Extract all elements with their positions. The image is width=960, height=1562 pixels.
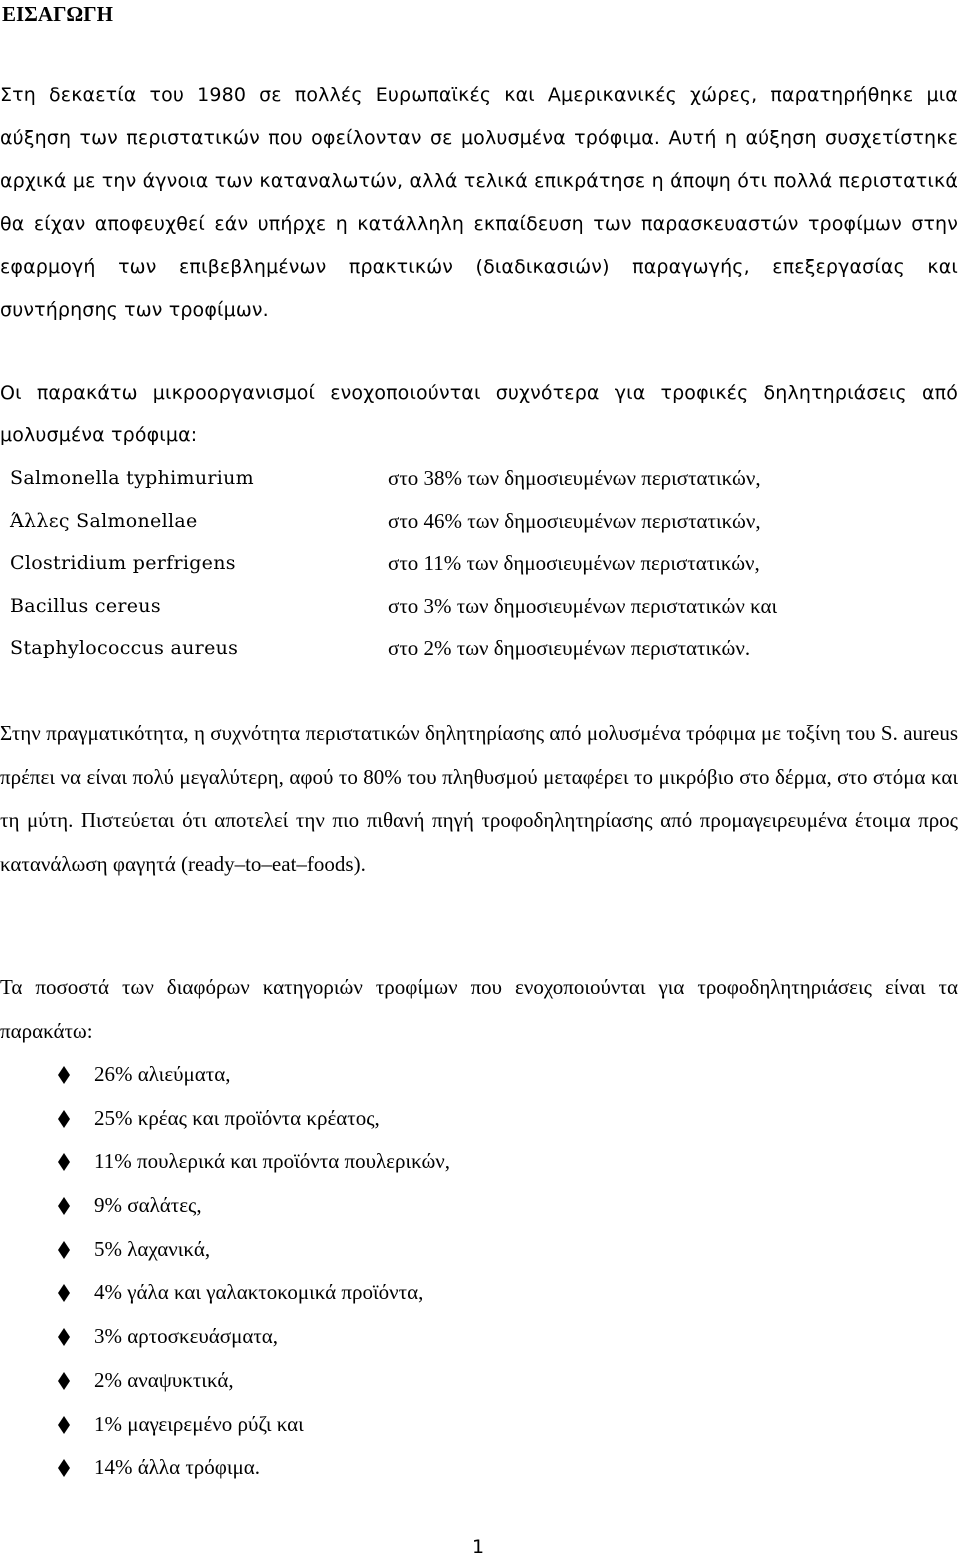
- list-item-text: 26% αλιεύματα,: [94, 1062, 231, 1086]
- diamond-bullet-icon: [58, 1459, 70, 1477]
- microorganisms-intro-paragraph: Οι παρακάτω μικροοργανισμοί ενοχοποιούνται συχνότερα για τροφικές δηλητηριάσεις από μολυσμένα τρόφιμα:: [0, 382, 958, 446]
- diamond-bullet-icon: [58, 1372, 70, 1390]
- organism-name: Salmonella typhimurium: [10, 467, 254, 489]
- table-row: [10, 586, 950, 629]
- list-item-text: 1% μαγειρεμένο ρύζι και: [94, 1411, 304, 1436]
- organism-name: Bacillus cereus: [10, 594, 161, 617]
- organism-share: στο 11% των δημοσιευμένων περιστατικών,: [388, 551, 760, 575]
- table-row: [10, 501, 950, 544]
- diamond-bullet-icon: [58, 1153, 70, 1171]
- organism-share: στο 2% των δημοσιευμένων περιστατικών.: [388, 636, 751, 660]
- diamond-bullet-icon: [58, 1241, 70, 1259]
- page-number: 1: [472, 1536, 485, 1558]
- organism-name: Clostridium perfrigens: [10, 552, 236, 574]
- diamond-bullet-icon: [58, 1066, 70, 1084]
- table-row: [10, 458, 950, 501]
- list-item-text: 11% πουλερικά και προϊόντα πουλερικών,: [94, 1149, 451, 1174]
- diamond-bullet-icon: [58, 1197, 70, 1215]
- intro-paragraph: Στη δεκαετία του 1980 σε πολλές Ευρωπαϊκές και Αμερικανικές χώρες, παρατηρήθηκε μια αύξηση των περιστατικών που οφείλονταν σε μολυσμένα τρόφιμα. Αυτή η αύξηση συσχετίστηκε αρχικά με την άγνοια των καταναλωτών, αλλά τελικά επικράτησε η άποψη ότι πολλά περιστατικά θα είχαν αποφευχθεί εάν υπήρχε η κατάλληλη εκπαίδευση των παρασκευαστών τροφίμων στην εφαρμογή των επιβεβλημένων πρακτικών (διαδικασιών) παραγωγής, επεξεργασίας και συντήρησης των τροφίμων.: [0, 84, 958, 321]
- organism-name: Staphylococcus aureus: [10, 637, 239, 659]
- diamond-bullet-icon: [58, 1110, 70, 1128]
- staphylococcus-paragraph: Στην πραγματικότητα, η συχνότητα περιστατικών δηλητηρίασης από μολυσμένα τρόφιμα με τοξίνη του S. aureus πρέπει να είναι πολύ μεγαλύτερη, αφού το 80% του πληθυσμού μεταφέρει το μικρόβιο στο δέρμα, στο στόμα και τη μύτη. Πιστεύεται ότι αποτελεί την πιο πιθανή πηγή τροφοδηλητηρίασης από προμαγειρευμένα έτοιμα προς κατανάλωση φαγητά (ready–to–eat–foods).: [0, 721, 958, 876]
- section-heading: ΕΙΣΑΓΩΓΗ: [2, 2, 113, 26]
- list-item-text: 3% αρτοσκευάσματα,: [94, 1324, 279, 1349]
- food-categories-intro-paragraph: Τα ποσοστά των διαφόρων κατηγοριών τροφίμων που ενοχοποιούνται για τροφοδηλητηριάσεις είναι τα παρακάτω:: [0, 975, 958, 1043]
- list-item-text: 2% αναψυκτικά,: [94, 1367, 234, 1392]
- list-item-text: 4% γάλα και γαλακτοκομικά προϊόντα,: [94, 1280, 424, 1305]
- list-item-text: 5% λαχανικά,: [94, 1236, 211, 1261]
- table-row: [10, 543, 950, 586]
- table-row: [10, 628, 950, 671]
- list-item-text: 25% κρέας και προϊόντα κρέατος,: [94, 1105, 380, 1130]
- organism-share: στο 38% των δημοσιευμένων περιστατικών,: [388, 466, 761, 490]
- organism-name: Άλλες Salmonellae: [10, 509, 198, 532]
- microorganisms-table: [10, 458, 950, 671]
- organism-share: στο 46% των δημοσιευμένων περιστατικών,: [388, 508, 761, 533]
- diamond-bullet-icon: [58, 1328, 70, 1346]
- diamond-bullet-icon: [58, 1284, 70, 1302]
- list-item-text: 9% σαλάτες,: [94, 1193, 202, 1218]
- diamond-bullet-icon: [58, 1416, 70, 1434]
- organism-share: στο 3% των δημοσιευμένων περιστατικών και: [388, 593, 778, 618]
- list-item-text: 14% άλλα τρόφιμα.: [94, 1455, 261, 1480]
